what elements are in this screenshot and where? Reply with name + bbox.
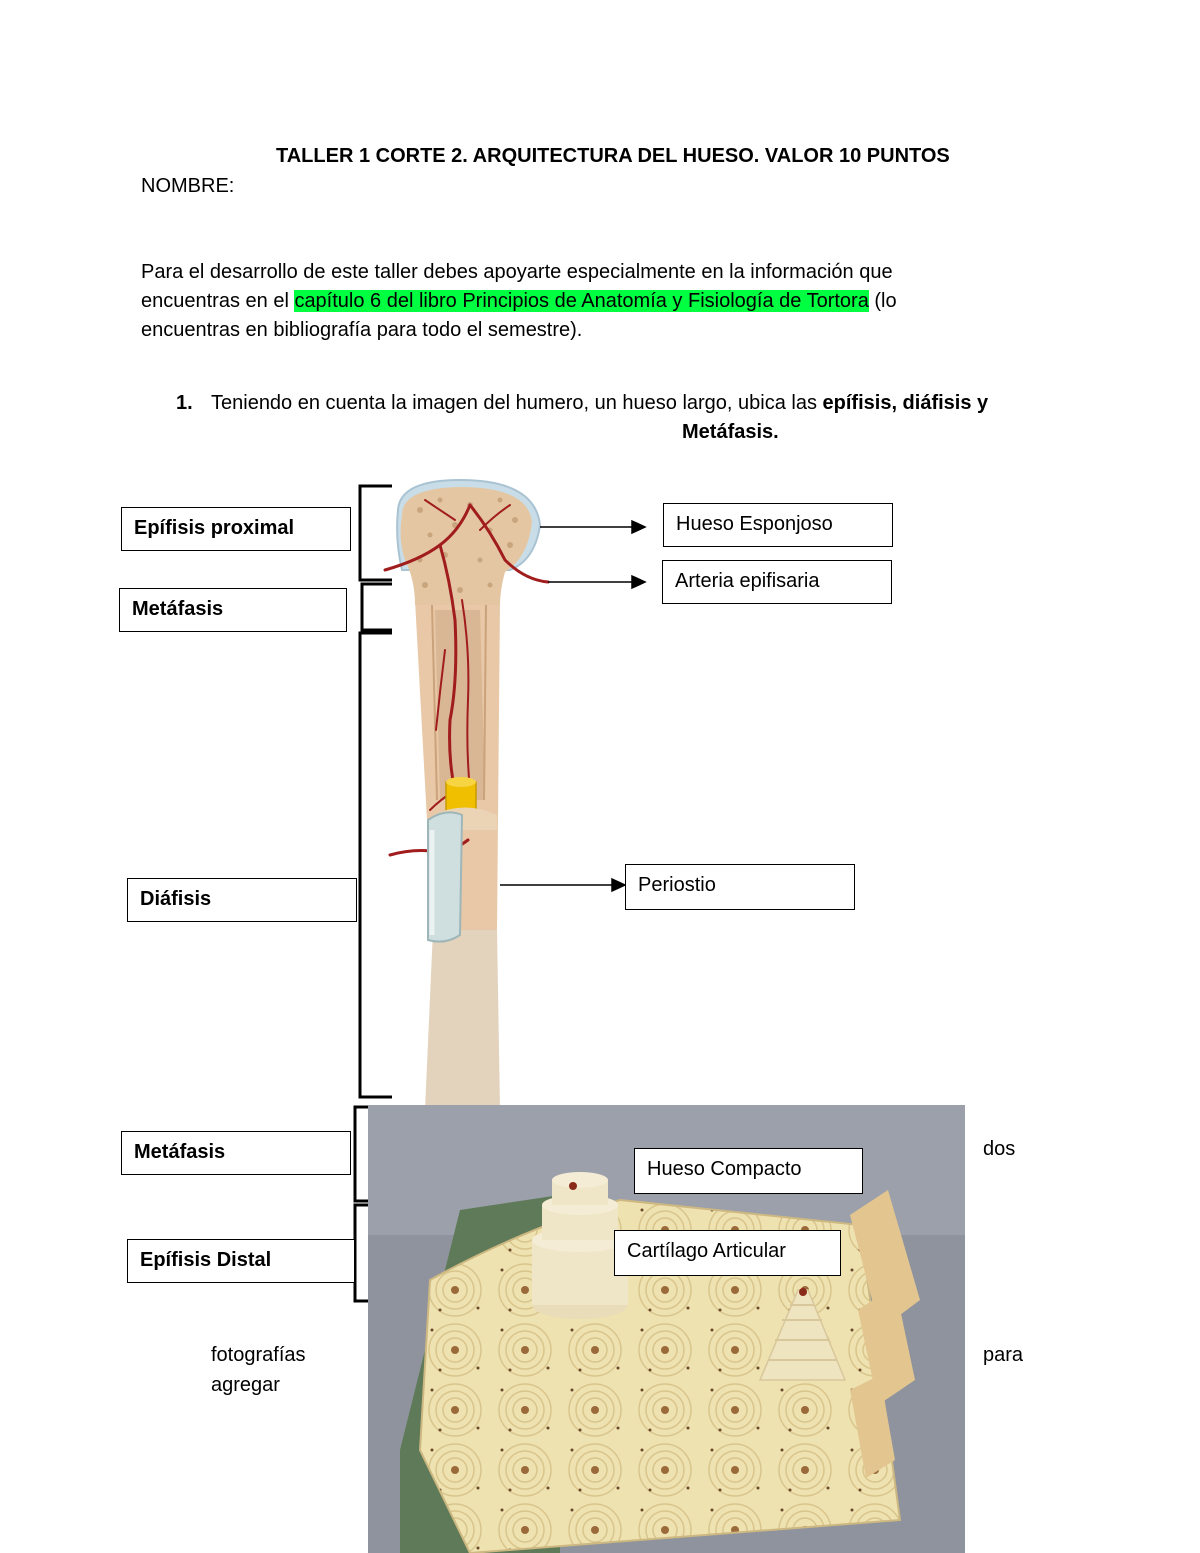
intro-line-2-pre: encuentras en el [141, 290, 295, 312]
label-hueso-compacto: Hueso Compacto [634, 1148, 863, 1194]
intro-line-2-post: (lo [868, 290, 897, 312]
question-bold-2: Metáfasis. [682, 421, 779, 443]
fragment-fotografias: fotografías [211, 1344, 306, 1366]
fragment-agregar: agregar [211, 1374, 280, 1396]
intro-line-1: Para el desarrollo de este taller debes apoyarte especialmente en la información que [141, 261, 893, 283]
label-epifisis-proximal: Epífisis proximal [121, 507, 351, 551]
label-metafasis-top: Metáfasis [119, 588, 347, 632]
page-title: TALLER 1 CORTE 2. ARQUITECTURA DEL HUESO. VALOR 10 PUNTOS [276, 145, 950, 167]
fragment-dos: dos [983, 1138, 1016, 1160]
label-periostio: Periostio [625, 864, 855, 910]
name-label: NOMBRE: [141, 175, 235, 197]
label-cartilago-articular: Cartílago Articular [614, 1230, 841, 1276]
intro-line-3: encuentras en bibliografía para todo el semestre). [141, 319, 583, 341]
osteon-canal [569, 1182, 577, 1190]
question-number: 1. [176, 392, 193, 414]
question-text-mid: y [971, 392, 989, 414]
label-epifisis-distal: Epífisis Distal [127, 1239, 355, 1283]
osteon-cone-canal [799, 1288, 807, 1296]
label-hueso-esponjoso: Hueso Esponjoso [663, 503, 893, 547]
fragment-para: para [983, 1344, 1024, 1366]
osteon-cylinder-top-cap [552, 1172, 608, 1188]
label-arteria-epifisaria: Arteria epifisaria [662, 560, 892, 604]
label-metafasis-bottom: Metáfasis [121, 1131, 351, 1175]
intro-highlight: capítulo 6 del libro Principios de Anatomía y Fisiología de Tortora [294, 290, 869, 312]
question-text-pre: Teniendo en cuenta la imagen del humero, un hueso largo, ubica las [211, 392, 823, 414]
question-bold-1: epífisis, diáfisis [822, 392, 972, 414]
label-diafisis: Diáfisis [127, 878, 357, 922]
